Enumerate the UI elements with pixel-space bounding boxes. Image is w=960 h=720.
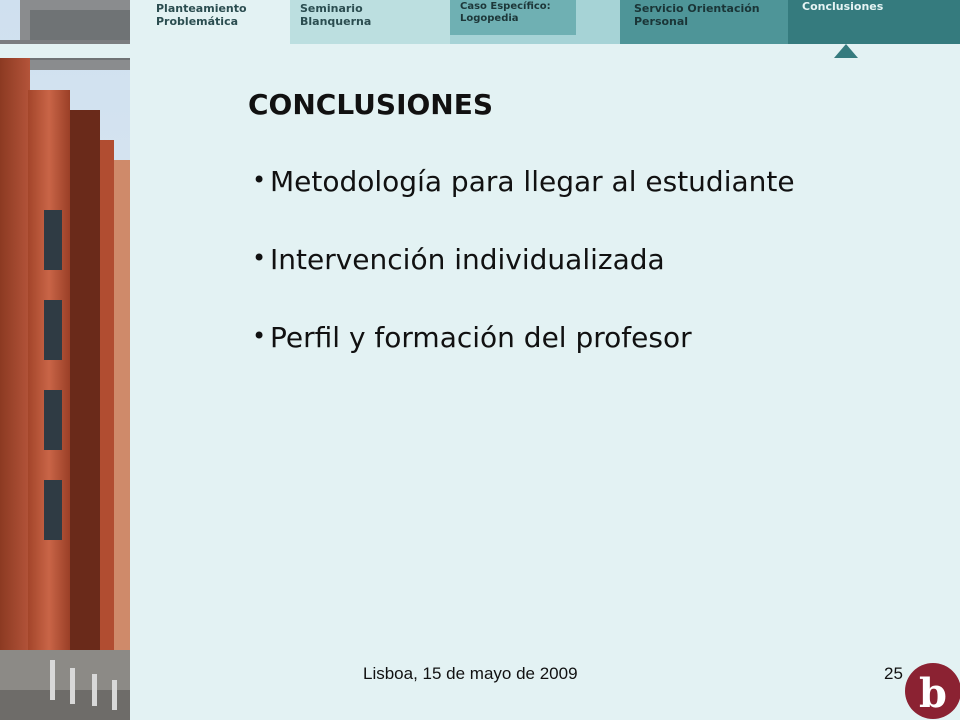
footer-date: Lisboa, 15 de mayo de 2009 [363,664,578,683]
conclusions-list [250,165,795,399]
tab-conclusiones[interactable] [788,0,960,44]
tab-label-line1: Conclusiones [802,0,884,13]
tab-label-line1: Seminario [300,2,363,15]
list-item-text: Metodología para llegar al estudiante [270,165,795,198]
bullet-icon: • [252,322,267,350]
tab-label-line2: Personal [634,15,689,29]
list-item [250,165,795,243]
page-number: 25 [884,664,903,683]
active-tab-pointer-icon [834,44,858,58]
slide-title: CONCLUSIONES [248,88,494,121]
list-item [250,243,795,321]
list-item-text: Perfil y formación del profesor [270,321,692,354]
tab-label-line2: Problemática [156,15,239,29]
tab-seminario-blanquerna[interactable] [290,0,450,44]
tab-label-line1: Servicio Orientación [634,2,760,15]
list-item-text: Intervención individualizada [270,243,665,276]
tab-label-line2: Blanquerna [300,15,372,29]
building-photo [0,0,130,720]
nav-underline [0,44,960,58]
tab-servicio-orientacion-personal[interactable] [620,0,788,44]
tab-caso-especifico-logopedia[interactable] [450,0,576,35]
tab-label-line2: Logopedia [460,13,519,24]
bullet-icon: • [252,244,267,272]
bullet-icon: • [252,166,267,194]
tab-planteamiento-problematica[interactable] [150,0,290,44]
tab-label-line1: Planteamiento [156,2,247,15]
list-item [250,321,795,399]
section-nav [0,0,960,58]
logo-letter: b [919,670,947,717]
tab-label-line1: Caso Específico: [460,1,551,12]
blanquerna-logo-icon [905,663,960,719]
